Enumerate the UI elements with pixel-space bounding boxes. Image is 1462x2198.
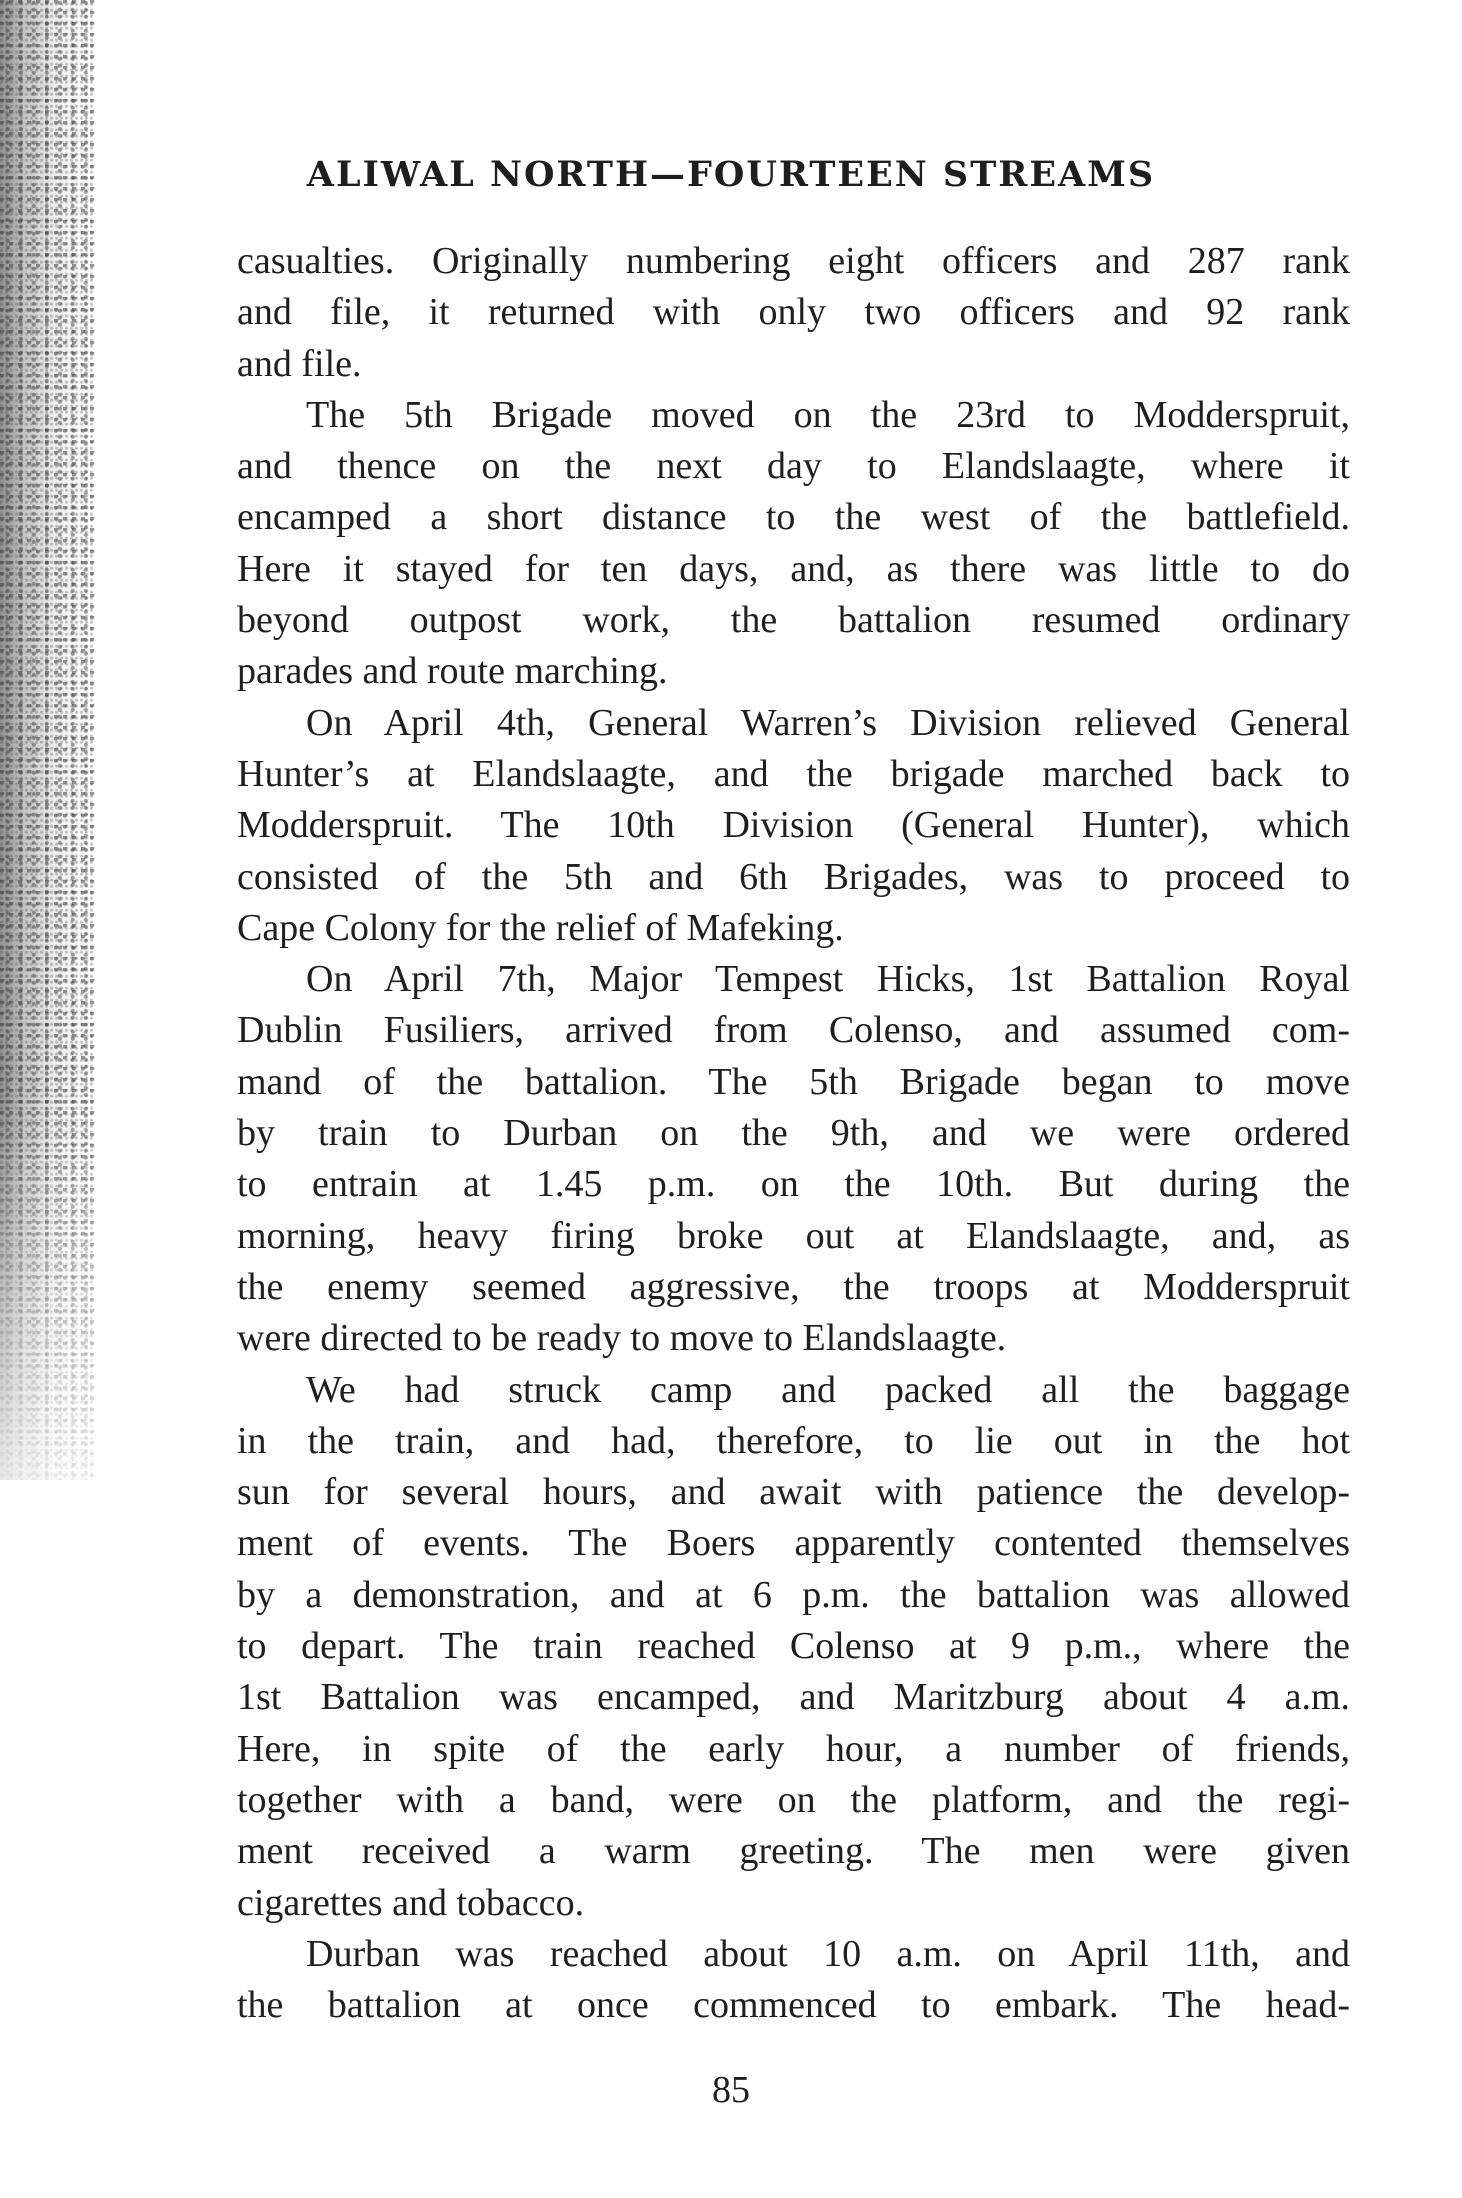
text-line: to depart. The train reached Colenso at 9 p.m., where the [237, 1625, 1350, 1668]
text-line: Durban was reached about 10 a.m. on April 11th, and [306, 1932, 1350, 1975]
text-line: Here, in spite of the early hour, a number of friends, [237, 1727, 1350, 1770]
text-line: and file. [237, 342, 362, 385]
text-line: cigarettes and tobacco. [237, 1881, 585, 1924]
body-text [237, 236, 1350, 2031]
text-line: to entrain at 1.45 p.m. on the 10th. But during the [237, 1163, 1350, 1206]
running-head: ALIWAL NORTH—FOURTEEN STREAMS [306, 154, 1156, 195]
text-line: parades and route marching. [237, 650, 668, 693]
text-line: Dublin Fusiliers, arrived from Colenso, and assumed com- [237, 1009, 1350, 1052]
text-line: in the train, and had, therefore, to lie out in the hot [237, 1419, 1350, 1462]
page-number: 85 [712, 2069, 750, 2111]
text-line: together with a band, were on the platform, and the regi- [237, 1778, 1350, 1821]
text-line: the battalion at once commenced to embark. The head- [237, 1984, 1350, 2027]
text-line: beyond outpost work, the battalion resumed ordinary [237, 599, 1350, 642]
text-line: Modderspruit. The 10th Division (General Hunter), which [237, 804, 1350, 847]
text-line: the enemy seemed aggressive, the troops at Modderspruit [237, 1265, 1350, 1308]
text-line: encamped a short distance to the west of the battlefield. [237, 496, 1350, 539]
text-line: We had struck camp and packed all the baggage [306, 1368, 1350, 1411]
scan-binding-shadow [0, 0, 95, 1480]
text-line: 1st Battalion was encamped, and Maritzburg about 4 a.m. [237, 1676, 1350, 1719]
text-line: Cape Colony for the relief of Mafeking. [237, 906, 844, 949]
text-line: Hunter’s at Elandslaagte, and the brigade marched back to [237, 752, 1350, 795]
text-line: by train to Durban on the 9th, and we were ordered [237, 1112, 1350, 1155]
text-line: and thence on the next day to Elandslaagte, where it [237, 445, 1350, 488]
text-line: Here it stayed for ten days, and, as there was little to do [237, 547, 1350, 590]
text-line: On April 4th, General Warren’s Division relieved General [306, 701, 1350, 744]
text-line: mand of the battalion. The 5th Brigade began to move [237, 1060, 1350, 1103]
text-line: were directed to be ready to move to Elandslaagte. [237, 1317, 1007, 1360]
text-line: ment received a warm greeting. The men were given [237, 1830, 1350, 1873]
text-line: casualties. Originally numbering eight officers and 287 rank [237, 240, 1350, 282]
text-line: sun for several hours, and await with patience the develop- [237, 1471, 1350, 1514]
text-line: morning, heavy firing broke out at Elandslaagte, and, as [237, 1214, 1350, 1257]
text-line: ment of events. The Boers apparently contented themselves [237, 1522, 1350, 1565]
text-line: by a demonstration, and at 6 p.m. the battalion was allowed [237, 1573, 1350, 1616]
text-line: On April 7th, Major Tempest Hicks, 1st Battalion Royal [306, 958, 1350, 1001]
text-line: and file, it returned with only two officers and 92 rank [237, 291, 1350, 334]
text-line: consisted of the 5th and 6th Brigades, was to proceed to [237, 855, 1350, 898]
text-line: The 5th Brigade moved on the 23rd to Modderspruit, [306, 393, 1350, 436]
